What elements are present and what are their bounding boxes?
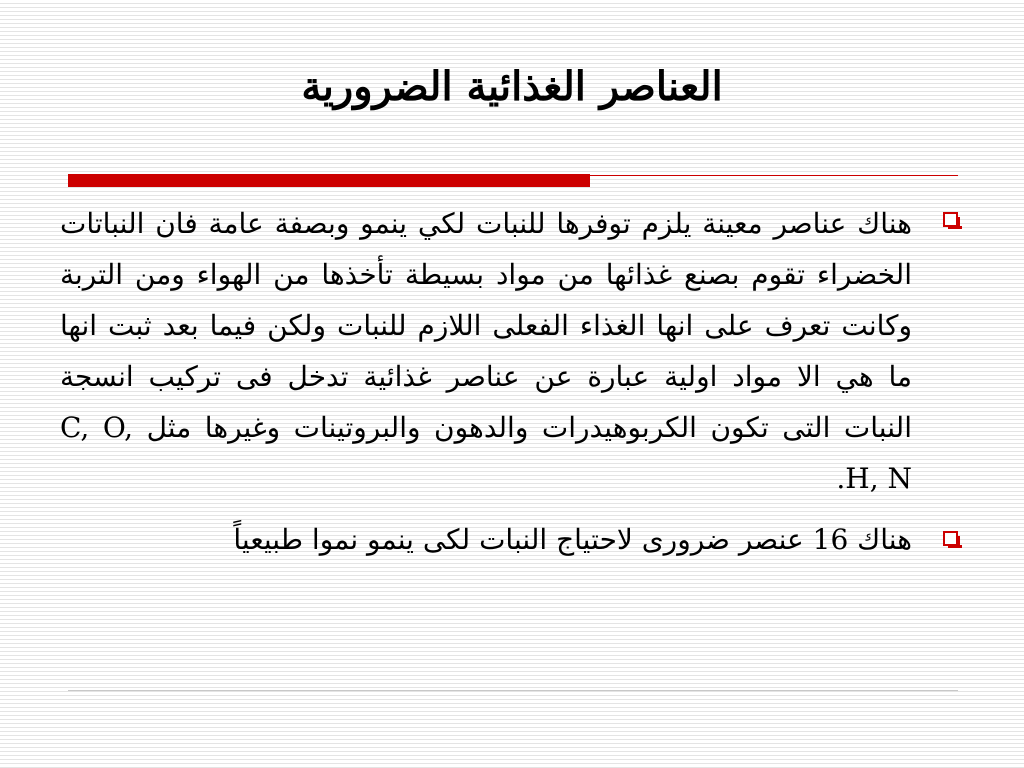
checkbox-bullet-icon [943, 531, 958, 546]
bullet-text: هناك عناصر معينة يلزم توفرها للنبات لكي ينمو وبصفة عامة فان النباتات الخضراء تقوم بصنع غذائها من مواد بسيطة تأخذها من الهواء ومن التربة وكانت تعرف على انها الغذاء الفعلى اللازم للنبات ولكن فيما بعد ثبت انها ما هي الا مواد اولية عبارة عن عناصر غذائية تدخل فى تركيب انسجة النبات التى تكون الكربوهيدرات والدهون والبروتينات وغيرها مثل C, O, H, N. [60, 207, 912, 495]
title-divider-thick [68, 174, 590, 187]
bullet-text: هناك 16 عنصر ضرورى لاحتياج النبات لكى ينمو نموا طبيعياً [233, 523, 912, 556]
bullet-item [60, 198, 960, 504]
bullet-item [60, 518, 960, 562]
slide-title: العناصر الغذائية الضرورية [301, 63, 723, 110]
bullet-list [60, 198, 960, 576]
checkbox-bullet-icon [943, 212, 958, 227]
footer-divider [68, 690, 958, 691]
